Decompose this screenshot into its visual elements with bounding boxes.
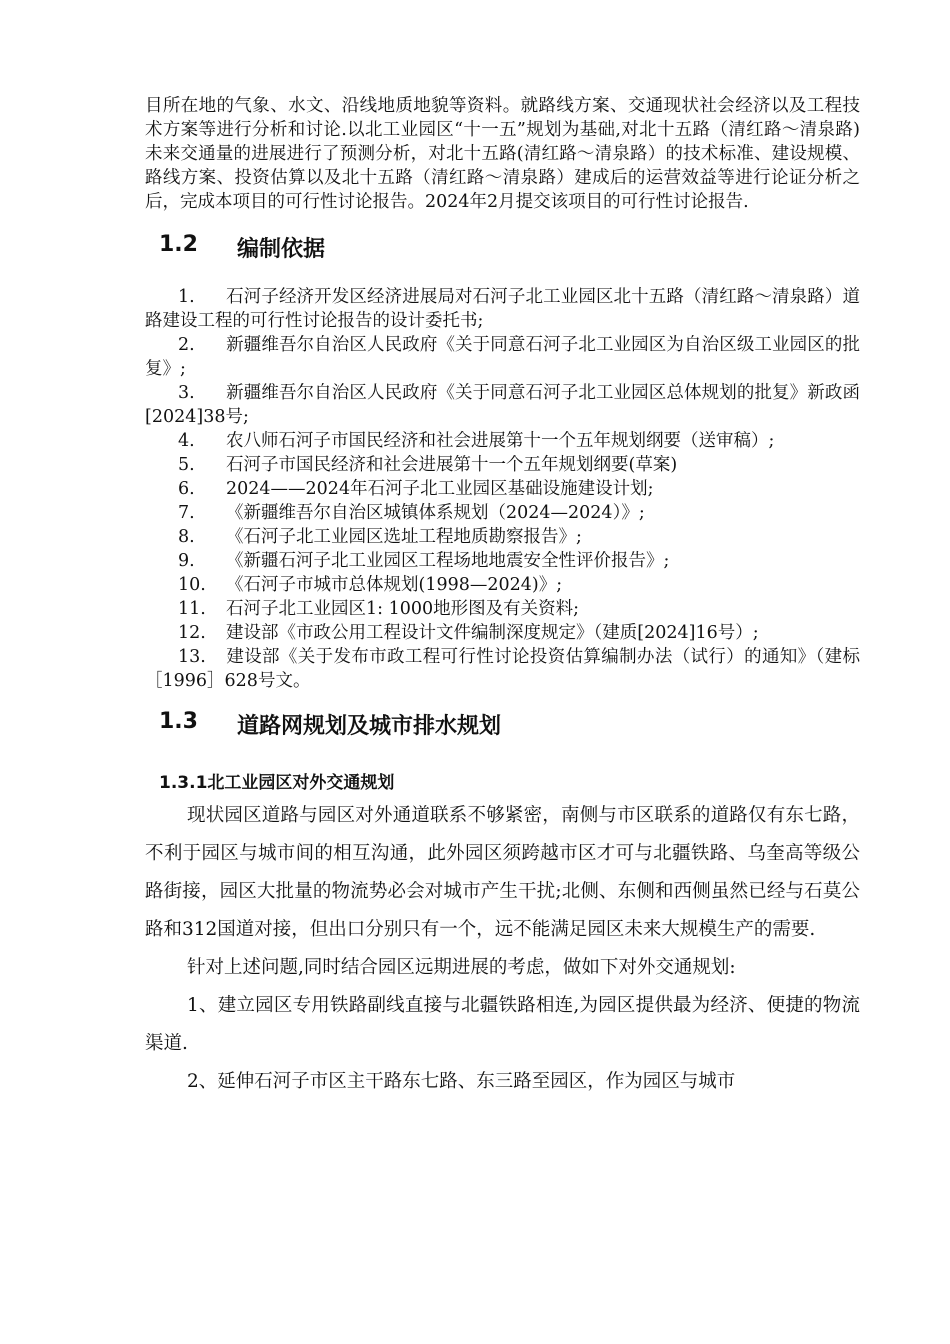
item-number: 1. [178,287,195,307]
list-item [145,381,860,429]
section-heading-1-3 [159,709,860,740]
item-text: 《石河子市城市总体规划(1998—2024)》; [226,575,563,595]
item-number: 7. [178,503,195,523]
subsection-heading-1-3-1: 1.3.1北工业园区对外交通规划 [159,773,395,793]
item-text: 2024——2024年石河子北工业园区基础设施建设计划; [226,479,654,499]
item-number: 5. [178,455,195,475]
list-item [145,501,860,525]
list-item [145,549,860,573]
item-text: 《石河子北工业园区选址工程地质勘察报告》; [226,527,582,547]
item-text: 建设部《市政公用工程设计文件编制深度规定》（建质[2024]16号）; [226,623,759,643]
paragraph: 2、延伸石河子市区主干路东七路、东三路至园区，作为园区与城市 [187,1071,736,1092]
intro-paragraph: 目所在地的气象、水文、沿线地质地貌等资料。就路线方案、交通现状社会经济以及工程技术方案等进行分析和讨论.以北工业园区“十一五”规划为基础,对北十五路（清红路～清泉路)未来交通量的进展进行了预测分析，对北十五路(清红路～清泉路）的技术标准、建设规模、路线方案、投资估算以及北十五路（清红路～清泉路）建成后的运营效益等进行论证分析之后，完成本项目的可行性讨论报告。2024年2月提交该项目的可行性讨论报告. [145,96,860,212]
list-item [145,333,860,381]
section-number: 1.2 [159,232,198,257]
item-number: 11. [178,599,206,619]
list-item [145,573,860,597]
list-item [145,285,860,333]
item-text: 石河子经济开发区经济进展局对石河子北工业园区北十五路（清红路～清泉路）道路建设工程的可行性讨论报告的设计委托书; [145,287,860,331]
item-text: 新疆维吾尔自治区人民政府《关于同意石河子北工业园区总体规划的批复》新政函[2024]38号; [145,383,860,427]
item-number: 8. [178,527,195,547]
subsection-body [145,797,860,1101]
item-number: 10. [178,575,206,595]
item-number: 9. [178,551,195,571]
document-page [145,94,860,1101]
paragraph: 1、建立园区专用铁路副线直接与北疆铁路相连,为园区提供最为经济、便捷的物流渠道. [145,995,860,1054]
section-number: 1.3 [159,709,198,734]
reference-list [145,285,860,693]
item-text: 新疆维吾尔自治区人民政府《关于同意石河子北工业园区为自治区级工业园区的批复》; [145,335,860,379]
paragraph: 现状园区道路与园区对外通道联系不够紧密，南侧与市区联系的道路仅有东七路，不利于园区与城市间的相互沟通，此外园区须跨越市区才可与北疆铁路、乌奎高等级公路街接，园区大批量的物流势必会对城市产生干扰;北侧、东侧和西侧虽然已经与石莫公路和312国道对接，但出口分别只有一个，远不能满足园区未来大规模生产的需要. [145,805,860,940]
item-text: 《新疆维吾尔自治区城镇体系规划（2024—2024）》; [226,503,645,523]
item-number: 12. [178,623,206,643]
paragraph: 针对上述问题,同时结合园区远期进展的考虑，做如下对外交通规划: [187,957,736,978]
item-number: 2. [178,335,195,355]
section-heading-1-2 [159,232,860,263]
item-number: 13. [178,647,206,667]
list-item [145,621,860,645]
item-text: 农八师石河子市国民经济和社会进展第十一个五年规划纲要（送审稿）; [226,431,775,451]
list-item [145,429,860,453]
item-text: 建设部《关于发布市政工程可行性讨论投资估算编制办法（试行）的通知》（建标［1996］628号文。 [145,647,860,691]
section-title: 道路网规划及城市排水规划 [237,714,502,739]
section-title: 编制依据 [237,237,326,262]
item-text: 石河子市国民经济和社会进展第十一个五年规划纲要(草案) [226,455,678,475]
item-number: 4. [178,431,195,451]
item-number: 3. [178,383,195,403]
list-item [145,453,860,477]
item-text: 《新疆石河子北工业园区工程场地地震安全性评价报告》; [226,551,670,571]
list-item [145,477,860,501]
list-item [145,525,860,549]
item-text: 石河子北工业园区1: 1000地形图及有关资料; [226,599,580,619]
list-item [145,645,860,693]
item-number: 6. [178,479,195,499]
list-item [145,597,860,621]
